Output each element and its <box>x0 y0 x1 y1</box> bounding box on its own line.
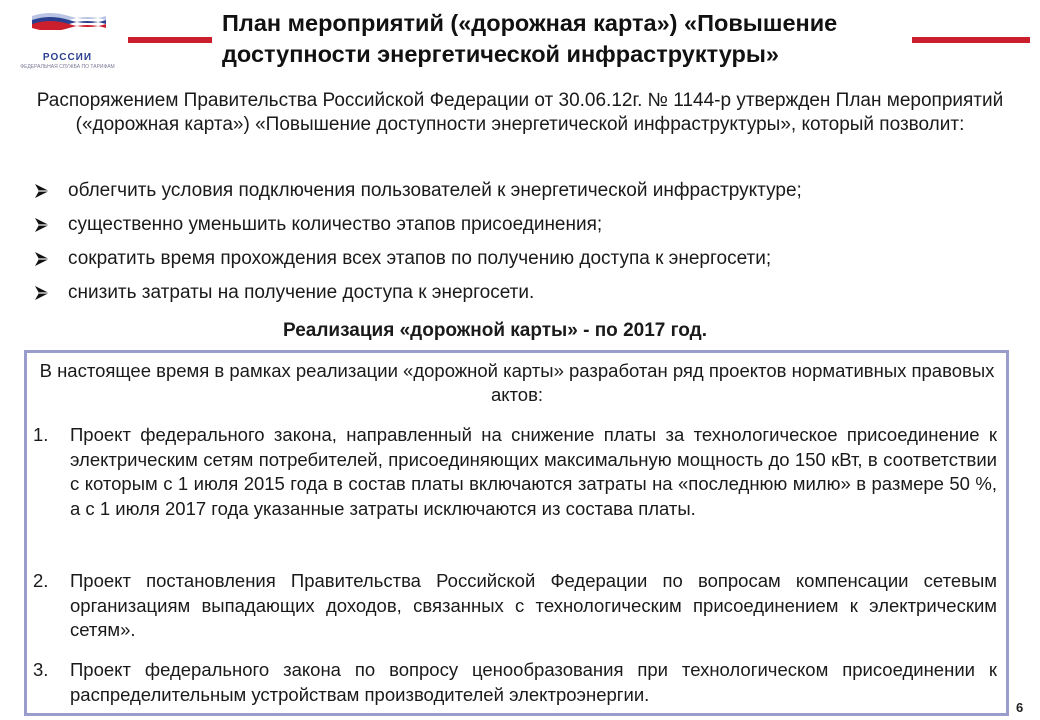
project-item <box>33 569 997 643</box>
title-line-2: доступности энергетической инфраструктуры» <box>222 41 779 67</box>
box-intro: В настоящее время в рамках реализации «дорожной карты» разработан ряд проектов нормативных правовых актов: <box>39 360 995 405</box>
project-item <box>33 658 997 707</box>
goal-text: облегчить условия подключения пользователей к энергетической инфраструктуре; <box>68 180 802 201</box>
goal-text: снизить затраты на получение доступа к энергосети. <box>68 282 535 303</box>
project-text: Проект федерального закона по вопросу ценообразования при технологическом присоединении к распределительным устройствам производителей электроэнергии. <box>70 659 997 705</box>
project-number: 2. <box>33 570 49 591</box>
goal-text: сократить время прохождения всех этапов по получению доступа к энергосети; <box>68 248 772 269</box>
page-number: 6 <box>1016 700 1024 715</box>
project-number: 3. <box>33 659 49 680</box>
arrow-bullet-icon <box>34 183 50 199</box>
project-text: Проект постановления Правительства Российской Федерации по вопросам компенсации сетевым организациям выпадающих доходов, связанных с технологическим присоединением к электрическим сетям». <box>70 570 997 640</box>
goal-text: существенно уменьшить количество этапов присоединения; <box>68 214 603 235</box>
arrow-bullet-icon <box>34 285 50 301</box>
goal-item <box>32 276 1022 310</box>
title-line-1: План мероприятий («дорожная карта») «Повышение <box>222 10 838 36</box>
goal-item <box>32 242 1022 276</box>
page-title <box>222 8 837 70</box>
arrow-bullet-icon <box>34 217 50 233</box>
arrow-bullet-icon <box>34 251 50 267</box>
project-number: 1. <box>33 424 49 445</box>
logo-subtitle: ФЕДЕРАЛЬНАЯ СЛУЖБА ПО ТАРИФАМ <box>20 64 115 70</box>
goals-list <box>32 174 1022 310</box>
intro-paragraph: Распоряжением Правительства Российской Федерации от 30.06.12г. № 1144-р утвержден План мероприятий («дорожная карта») «Повышение доступности энергетической инфраструктуры», который позволит: <box>36 90 1004 135</box>
project-item <box>33 423 997 521</box>
logo-country: РОССИИ <box>42 52 93 63</box>
goal-item <box>32 208 1022 242</box>
project-text: Проект федерального закона, направленный на снижение платы за технологическое присоединение к электрическим сетям потребителей, присоединяющих максимальную мощность до 150 кВт, в соответствии с которым с 1 июля 2015 года в состав платы включаются затраты на «последнюю милю» в размере 50 %, а с 1 июля 2017 года указанные затраты исключаются из состава платы. <box>70 424 997 519</box>
logo-background <box>8 30 128 48</box>
implementation-heading: Реализация «дорожной карты» - по 2017 год. <box>283 320 707 341</box>
goal-item <box>32 174 1022 208</box>
projects-box <box>24 350 1009 716</box>
